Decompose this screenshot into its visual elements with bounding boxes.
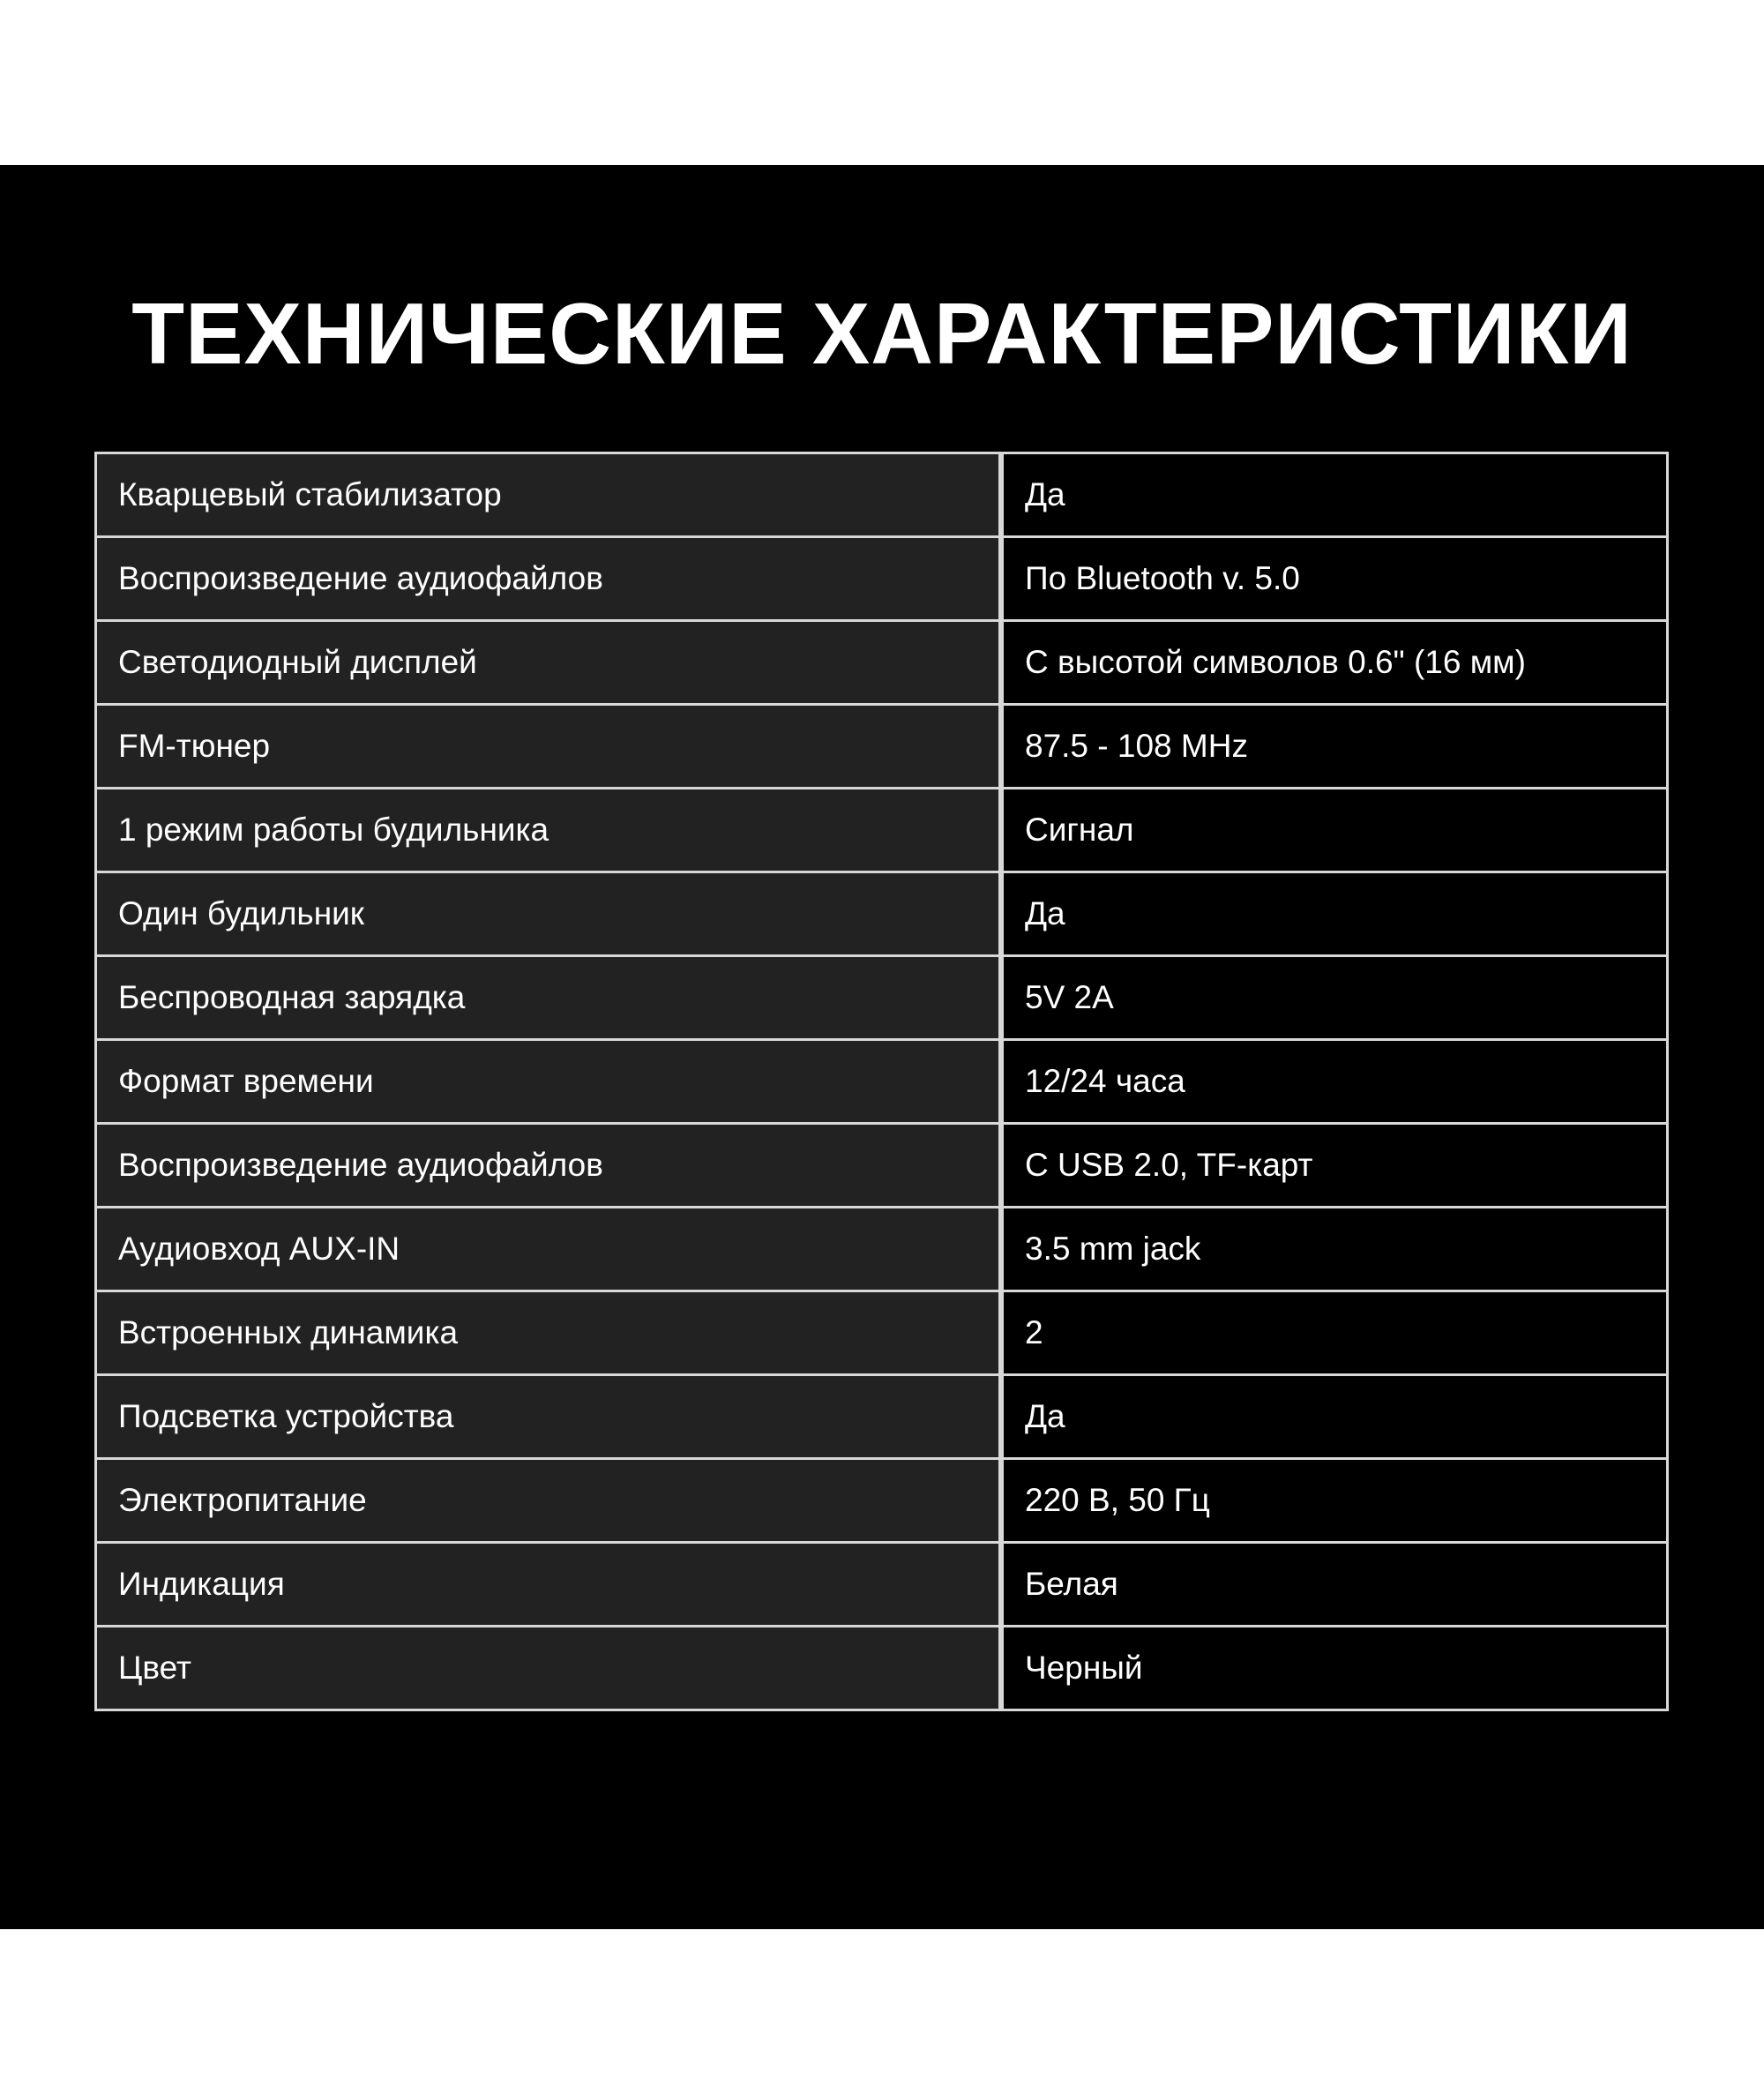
spec-value: Да — [1001, 453, 1668, 537]
spec-value: Сигнал — [1001, 789, 1668, 872]
spec-label: FM-тюнер — [96, 705, 1002, 789]
spec-value: Да — [1001, 872, 1668, 956]
spec-label: Аудиовход AUX-IN — [96, 1208, 1002, 1291]
page-title: ТЕХНИЧЕСКИЕ ХАРАКТЕРИСТИКИ — [131, 285, 1633, 382]
spec-value: Черный — [1001, 1627, 1668, 1710]
table-row — [96, 621, 1668, 705]
table-row — [96, 1208, 1668, 1291]
specs-table — [94, 452, 1669, 1711]
spec-label: Кварцевый стабилизатор — [96, 453, 1002, 537]
table-row — [96, 453, 1668, 537]
spec-label: Подсветка устройства — [96, 1375, 1002, 1459]
spec-value: 87.5 - 108 MHz — [1001, 705, 1668, 789]
table-row — [96, 1124, 1668, 1208]
spec-label: Один будильник — [96, 872, 1002, 956]
spec-value: 3.5 mm jack — [1001, 1208, 1668, 1291]
spec-label: Встроенных динамика — [96, 1291, 1002, 1375]
table-row — [96, 956, 1668, 1040]
spec-label: Воспроизведение аудиофайлов — [96, 537, 1002, 621]
spec-value: 12/24 часа — [1001, 1040, 1668, 1124]
table-row — [96, 1040, 1668, 1124]
spec-label: Воспроизведение аудиофайлов — [96, 1124, 1002, 1208]
spec-value: 220 В, 50 Гц — [1001, 1459, 1668, 1543]
spec-label: 1 режим работы будильника — [96, 789, 1002, 872]
spec-value: Белая — [1001, 1543, 1668, 1627]
table-row — [96, 1291, 1668, 1375]
table-row — [96, 1459, 1668, 1543]
spec-label: Светодиодный дисплей — [96, 621, 1002, 705]
specs-table-body — [96, 453, 1668, 1710]
spec-label: Индикация — [96, 1543, 1002, 1627]
spec-label: Беспроводная зарядка — [96, 956, 1002, 1040]
spec-label: Цвет — [96, 1627, 1002, 1710]
spec-label: Формат времени — [96, 1040, 1002, 1124]
table-row — [96, 705, 1668, 789]
table-row — [96, 1543, 1668, 1627]
spec-value: По Bluetooth v. 5.0 — [1001, 537, 1668, 621]
spec-value: С USB 2.0, TF-карт — [1001, 1124, 1668, 1208]
spec-value: С высотой символов 0.6" (16 мм) — [1001, 621, 1668, 705]
table-row — [96, 1375, 1668, 1459]
spec-value: Да — [1001, 1375, 1668, 1459]
table-row — [96, 872, 1668, 956]
spec-value: 2 — [1001, 1291, 1668, 1375]
table-row — [96, 537, 1668, 621]
spec-label: Электропитание — [96, 1459, 1002, 1543]
table-row — [96, 1627, 1668, 1710]
spec-value: 5V 2A — [1001, 956, 1668, 1040]
table-row — [96, 789, 1668, 872]
